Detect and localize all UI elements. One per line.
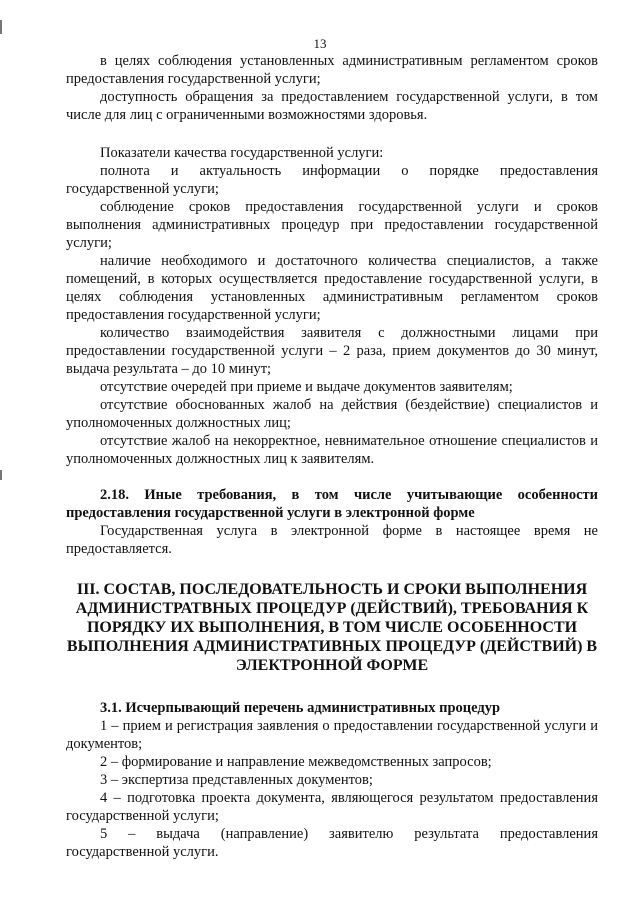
quality-item: соблюдение сроков предоставления государственной услуги и сроков выполнения административных процедур при предоставлении государственной услуги; bbox=[66, 199, 598, 251]
quality-item: количество взаимодействия заявителя с должностными лицами при предоставлении государственной услуги – 2 раза, прием документов до 30 минут, выдача результата – до 10 минут; bbox=[66, 325, 598, 377]
paragraph: в целях соблюдения установленных административным регламентом сроков предоставления государственной услуги; bbox=[66, 53, 598, 87]
section-2-18-text: Государственная услуга в электронной форме в настоящее время не предоставляется. bbox=[66, 523, 598, 557]
procedure-item: 5 – выдача (направление) заявителю результата предоставления государственной услуги. bbox=[66, 826, 598, 860]
section-3-heading-line: АДМИНИСТРАТВНЫХ ПРОЦЕДУР (ДЕЙСТВИЙ), ТРЕБОВАНИЯ К bbox=[75, 600, 589, 617]
quality-item: отсутствие очередей при приеме и выдаче документов заявителям; bbox=[100, 379, 513, 395]
procedure-item: 3 – экспертиза представленных документов; bbox=[100, 772, 373, 788]
scan-edge-mark bbox=[0, 20, 2, 34]
paragraph: доступность обращения за предоставлением государственной услуги, в том числе для лиц с ограниченными возможностями здоровья. bbox=[66, 89, 598, 123]
section-3-heading-line: ЭЛЕКТРОННОЙ ФОРМЕ bbox=[235, 657, 429, 674]
section-3-heading-line: ПОРЯДКУ ИХ ВЫПОЛНЕНИЯ, В ТОМ ЧИСЛЕ ОСОБЕННОСТИ bbox=[86, 619, 578, 636]
section-3-heading-line: III. СОСТАВ, ПОСЛЕДОВАТЕЛЬНОСТЬ И СРОКИ ВЫПОЛНЕНИЯ bbox=[76, 581, 588, 598]
procedure-item: 4 – подготовка проекта документа, являющегося результатом предоставления государственной услуги; bbox=[66, 790, 598, 824]
document-body bbox=[66, 52, 598, 861]
section-2-18-heading: 2.18. Иные требования, в том числе учитывающие особенности предоставления государственной услуги в электронной форме bbox=[66, 487, 598, 521]
page-number: 13 bbox=[313, 36, 327, 51]
quality-intro: Показатели качества государственной услуги: bbox=[100, 145, 384, 161]
quality-item: отсутствие обоснованных жалоб на действия (бездействие) специалистов и уполномоченных должностных лиц; bbox=[66, 397, 598, 431]
section-3-heading bbox=[66, 580, 598, 675]
procedure-item: 1 – прием и регистрация заявления о предоставлении государственной услуги и документов; bbox=[66, 718, 598, 752]
quality-item: полнота и актуальность информации о порядке предоставления государственной услуги; bbox=[66, 163, 598, 197]
quality-item: наличие необходимого и достаточного количества специалистов, а также помещений, в которых осуществляется предоставление государственной услуги, в целях соблюдения установленных административным регламентом сроков предоставления государственной услуги; bbox=[66, 253, 598, 323]
section-3-heading-line: ВЫПОЛНЕНИЯ АДМИНИСТРАТИВНЫХ ПРОЦЕДУР (ДЕЙСТВИЙ) В bbox=[66, 638, 598, 655]
section-3-1-heading: 3.1. Исчерпывающий перечень административных процедур bbox=[100, 700, 501, 716]
quality-item: отсутствие жалоб на некорректное, невнимательное отношение специалистов и уполномоченных должностных лиц к заявителям. bbox=[66, 433, 598, 467]
procedure-item: 2 – формирование и направление межведомственных запросов; bbox=[100, 754, 492, 770]
scan-edge-mark bbox=[0, 470, 2, 480]
